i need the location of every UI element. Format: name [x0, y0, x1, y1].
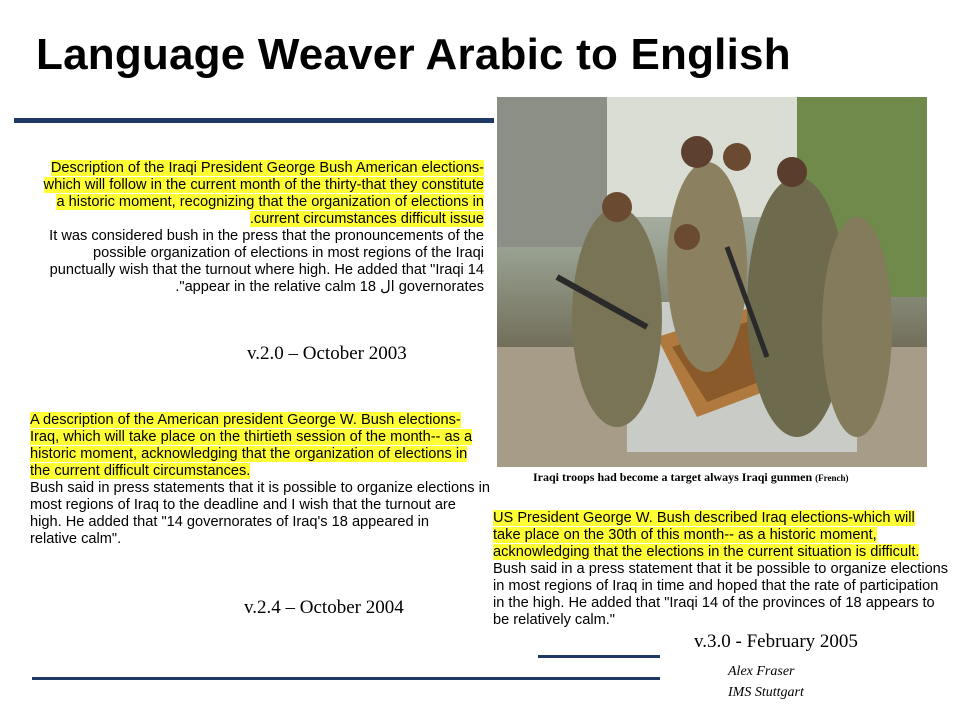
- translation-line: Iraq, which will take place on the thirtieth session of the month-- as a: [30, 429, 473, 445]
- translation-line: high. He added that "14 governorates of Iraq's 18 appeared in: [30, 514, 430, 530]
- translation-line: in the high. He added that "Iraqi 14 of the provinces of 18 appears to: [493, 595, 935, 611]
- translation-line: Description of the Iraqi President George Bush American elections-: [50, 160, 484, 176]
- soldiers-truck-illustration: [497, 97, 927, 467]
- news-photo: [497, 97, 927, 467]
- translation-line: take place on the 30th of this month-- as a historic moment,: [493, 527, 877, 543]
- translation-line: ."appear in the relative calm 18 ال governorates: [175, 279, 484, 295]
- translation-line: most regions of Iraq to the deadline and I wish that the turnout are: [30, 497, 456, 513]
- translation-line: which will follow in the current month of the thirty-that they constitute: [43, 177, 484, 193]
- version-label-v3-0: v.3.0 - February 2005: [694, 631, 858, 652]
- translation-line: in most regions of Iraq in time and hoped that the rate of participation: [493, 578, 939, 594]
- translation-line: .current circumstances difficult issue: [249, 211, 484, 227]
- translation-panel-v3-0: [493, 510, 948, 629]
- slide-title: Language Weaver Arabic to English: [36, 30, 791, 79]
- title-underline-rule: [14, 118, 494, 123]
- translation-line: possible organization of elections in most regions of the Iraqi: [92, 245, 484, 261]
- translation-line: relative calm".: [30, 531, 122, 547]
- translation-line: punctually wish that the turnout where high. He added that "Iraqi 14: [49, 262, 484, 278]
- translation-panel-v2-0: [28, 160, 484, 296]
- author-name: Alex Fraser: [728, 664, 795, 679]
- author-affiliation: IMS Stuttgart: [728, 685, 804, 700]
- translation-line: the current difficult circumstances.: [30, 463, 251, 479]
- version-label-v2-0: v.2.0 – October 2003: [247, 343, 407, 364]
- translation-line: A description of the American president George W. Bush elections-: [30, 412, 461, 428]
- translation-line: acknowledging that the elections in the current situation is difficult.: [493, 544, 920, 560]
- translation-line: Bush said in a press statement that it be possible to organize elections: [493, 561, 949, 577]
- footer-rule-lower: [32, 677, 660, 680]
- footer-rule-upper: [538, 655, 660, 658]
- translation-line: It was considered bush in the press that the pronouncements of the: [49, 228, 484, 244]
- translation-line: be relatively calm.": [493, 612, 615, 628]
- translation-line: Bush said in press statements that it is possible to organize elections in: [30, 480, 490, 496]
- translation-panel-v2-4: [30, 412, 490, 548]
- version-label-v2-4: v.2.4 – October 2004: [244, 597, 404, 618]
- translation-line: a historic moment, recognizing that the organization of elections in: [56, 194, 484, 210]
- translation-line: US President George W. Bush described Iraq elections-which will: [493, 510, 915, 526]
- translation-line: historic moment, acknowledging that the organization of elections in: [30, 446, 468, 462]
- photo-caption: Iraqi troops had become a target always Iraqi gunmen (French): [533, 470, 849, 484]
